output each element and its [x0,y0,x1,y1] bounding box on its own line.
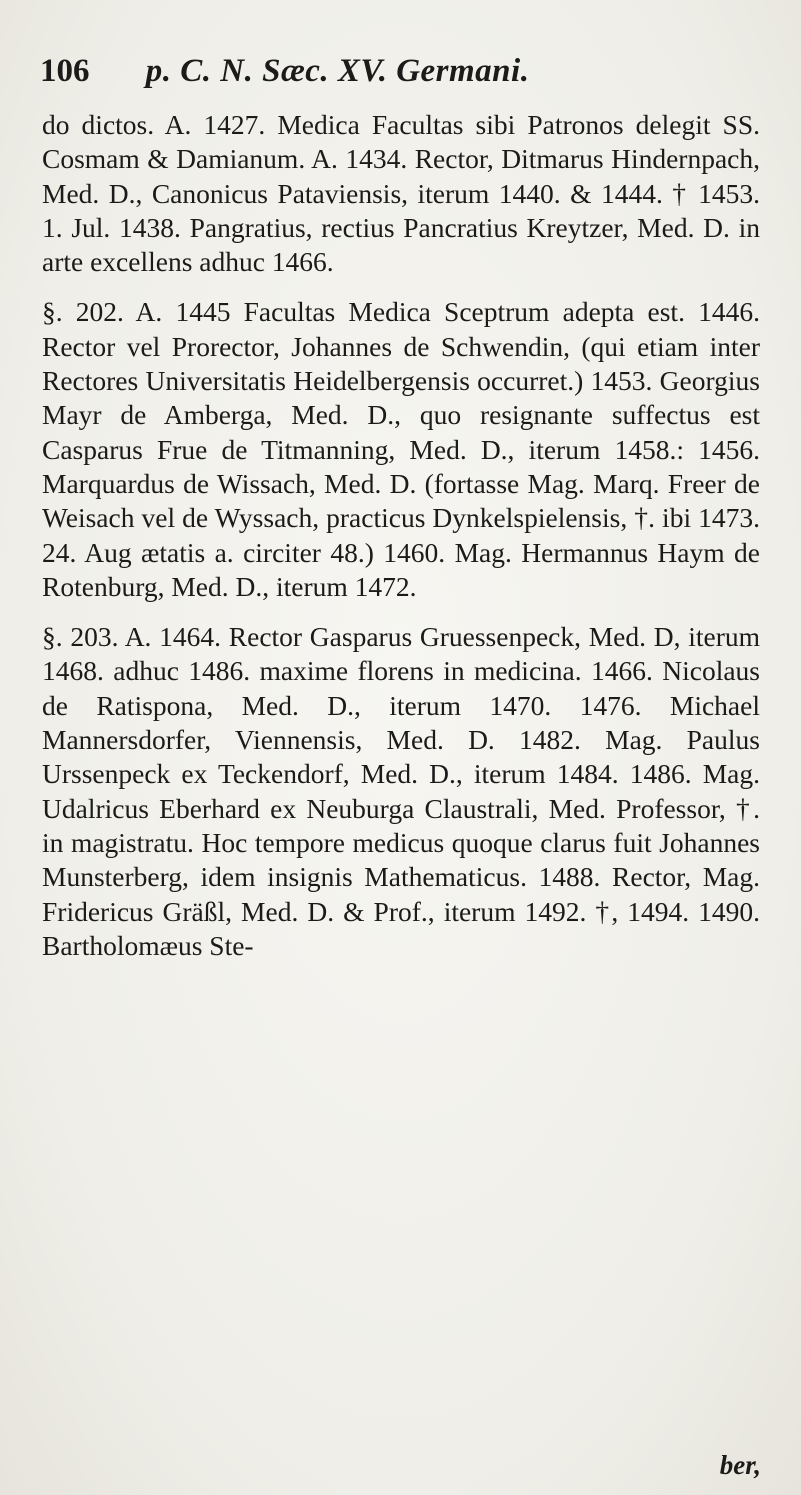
paragraph: §. 203. A. 1464. Rector Gasparus Gruessenpeck, Med. D, iterum 1468. adhuc 1486. maxime florens in medicina. 1466. Nicolaus de Ratispona, Med. D., iterum 1470. 1476. Michael Mannersdorfer, Viennensis, Med. D. 1482. Mag. Paulus Urssenpeck ex Teckendorf, Med. D., iterum 1484. 1486. Mag. Udalricus Eberhard ex Neuburga Claustrali, Med. Professor, †. in magistratu. Hoc tempore medicus quoque clarus fuit Johannes Munsterberg, idem insignis Mathematicus. 1488. Rector, Mag. Fridericus Gräßl, Med. D. & Prof., iterum 1492. †, 1494. 1490. Bartholomæus Ste- [42,621,760,961]
page-number: 106 [40,53,90,89]
running-title: p. C. N. Sæc. XV. Germani. [145,53,530,89]
paragraph: do dictos. A. 1427. Medica Facultas sibi Patronos delegit SS. Cosmam & Damianum. A. 1434. Rector, Ditmarus Hindernpach, Med. D., Canonicus Pataviensis, iterum 1440. & 1444. † 1453. 1. Jul. 1438. Pangratius, rectius Pancratius Kreytzer, Med. D. in arte excellens adhuc 1466. [42,109,760,278]
page-body [42,108,760,963]
paragraph: §. 202. A. 1445 Facultas Medica Sceptrum adepta est. 1446. Rector vel Prorector, Johannes de Schwendin, (qui etiam inter Rectores Universitatis Heidelbergensis occurret.) 1453. Georgius Mayr de Amberga, Med. D., quo resignante suffectus est Casparus Frue de Titmanning, Med. D., iterum 1458.: 1456. Marquardus de Wissach, Med. D. (fortasse Mag. Marq. Freer de Weisach vel de Wyssach, practicus Dynkelspielensis, †. ibi 1473. 24. Aug ætatis a. circiter 48.) 1460. Mag. Hermannus Haym de Rotenburg, Med. D., iterum 1472. [42,296,760,602]
catchword: ber, [719,1450,761,1480]
running-header [40,50,770,92]
